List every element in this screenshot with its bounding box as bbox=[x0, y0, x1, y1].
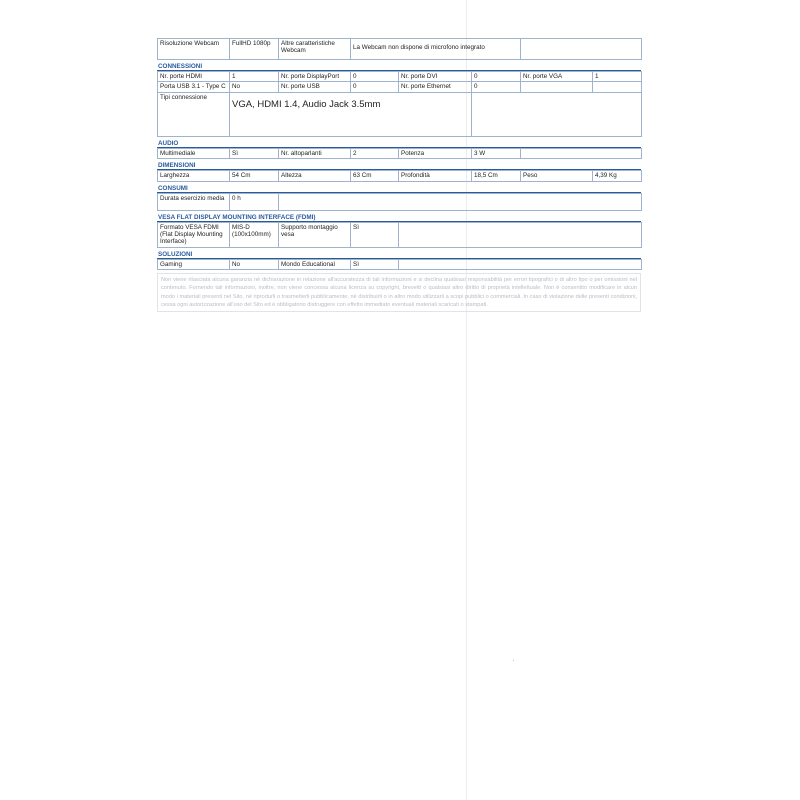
formato-vesa-label: Formato VESA FDMI (Flat Display Mounting Interface) bbox=[158, 222, 230, 247]
ethernet-value: 0 bbox=[472, 82, 521, 92]
section-vesa: VESA FLAT DISPLAY MOUNTING INTERFACE (FDMI) bbox=[157, 214, 641, 222]
dvi-value: 0 bbox=[472, 72, 521, 82]
vga-value: 1 bbox=[593, 72, 642, 82]
usb-value: 0 bbox=[351, 82, 399, 92]
empty-cell bbox=[279, 193, 642, 210]
educational-label: Mondo Educational bbox=[279, 259, 351, 269]
usbc-value: No bbox=[230, 82, 279, 92]
scan-speck bbox=[513, 660, 514, 661]
connessioni-table bbox=[157, 71, 642, 137]
profondita-value: 18,5 Cm bbox=[472, 171, 521, 181]
empty-cell bbox=[521, 82, 593, 92]
displayport-value: 0 bbox=[351, 72, 399, 82]
section-consumi: CONSUMI bbox=[157, 185, 641, 193]
webcam-other-value: La Webcam non dispone di microfono integrato bbox=[351, 39, 521, 60]
empty-cell bbox=[399, 222, 642, 247]
consumi-table bbox=[157, 193, 642, 211]
section-audio: AUDIO bbox=[157, 140, 641, 148]
spec-sheet bbox=[157, 38, 641, 312]
formato-vesa-value: MIS-D (100x100mm) bbox=[230, 222, 279, 247]
section-dimensioni: DIMENSIONI bbox=[157, 162, 641, 170]
webcam-resolution-label: Risoluzione Webcam bbox=[158, 39, 230, 60]
displayport-label: Nr. porte DisplayPort bbox=[279, 72, 351, 82]
multimediale-label: Multimediale bbox=[158, 148, 230, 158]
durata-label: Durata esercizio media bbox=[158, 193, 230, 210]
section-soluzioni: SOLUZIONI bbox=[157, 251, 641, 259]
empty-cell bbox=[521, 148, 642, 158]
altoparlanti-value: 2 bbox=[351, 148, 399, 158]
multimediale-value: Sì bbox=[230, 148, 279, 158]
altezza-value: 63 Cm bbox=[351, 171, 399, 181]
tipi-connessione-value: VGA, HDMI 1.4, Audio Jack 3.5mm bbox=[230, 92, 472, 136]
larghezza-label: Larghezza bbox=[158, 171, 230, 181]
vesa-table bbox=[157, 222, 642, 248]
usbc-label: Porta USB 3.1 - Type C bbox=[158, 82, 230, 92]
potenza-value: 3 W bbox=[472, 148, 521, 158]
legal-disclaimer: Non viene rilasciata alcuna garanzia nè dichiarazione in relazione all'accuratezza di tali informazioni e si declina qualsiasi responsabilità per errori tipografici o di altro tipo o per omissioni nel contenuto. Fornendo tali informazioni, inoltre, non viene concessa alcuna licenza su copyright, brevetti o qualsiasi altro diritto di proprietà intellettuale. Non è consentito modificare in alcun modo i materiali presenti nel Sito, nè riprodurli o trasmetterli pubblicamente, nè distribuirli o in altro modo utilizzarli a scopi pubblici o commerciali. In caso di violazione delle presenti condizioni, cessa ogni autorizzazione all'uso del Sito ed è obbligatorio distruggere con effetto immediato eventuali materiali scaricati o stampati. bbox=[157, 273, 641, 312]
hdmi-label: Nr. porte HDMI bbox=[158, 72, 230, 82]
gaming-value: No bbox=[230, 259, 279, 269]
section-connessioni: CONNESSIONI bbox=[157, 63, 641, 71]
ethernet-label: Nr. porte Ethernet bbox=[399, 82, 472, 92]
dimensioni-table bbox=[157, 170, 642, 181]
altoparlanti-label: Nr. altoparlanti bbox=[279, 148, 351, 158]
profondita-label: Profondità bbox=[399, 171, 472, 181]
larghezza-value: 54 Cm bbox=[230, 171, 279, 181]
durata-value: 0 h bbox=[230, 193, 279, 210]
educational-value: Sì bbox=[351, 259, 399, 269]
hdmi-value: 1 bbox=[230, 72, 279, 82]
tipi-connessione-label: Tipi connessione bbox=[158, 92, 230, 136]
empty-cell bbox=[399, 259, 642, 269]
webcam-table bbox=[157, 38, 642, 60]
peso-value: 4,39 Kg bbox=[593, 171, 642, 181]
soluzioni-table bbox=[157, 259, 642, 270]
supporto-vesa-value: Sì bbox=[351, 222, 399, 247]
webcam-other-label: Altre caratteristiche Webcam bbox=[279, 39, 351, 60]
potenza-label: Potenza bbox=[399, 148, 472, 158]
gaming-label: Gaming bbox=[158, 259, 230, 269]
webcam-resolution-value: FullHD 1080p bbox=[230, 39, 279, 60]
peso-label: Peso bbox=[521, 171, 593, 181]
supporto-vesa-label: Supporto montaggio vesa bbox=[279, 222, 351, 247]
empty-cell bbox=[472, 92, 642, 136]
empty-cell bbox=[593, 82, 642, 92]
audio-table bbox=[157, 148, 642, 159]
vga-label: Nr. porte VGA bbox=[521, 72, 593, 82]
dvi-label: Nr. porte DVI bbox=[399, 72, 472, 82]
empty-cell bbox=[521, 39, 642, 60]
altezza-label: Altezza bbox=[279, 171, 351, 181]
usb-label: Nr. porte USB bbox=[279, 82, 351, 92]
